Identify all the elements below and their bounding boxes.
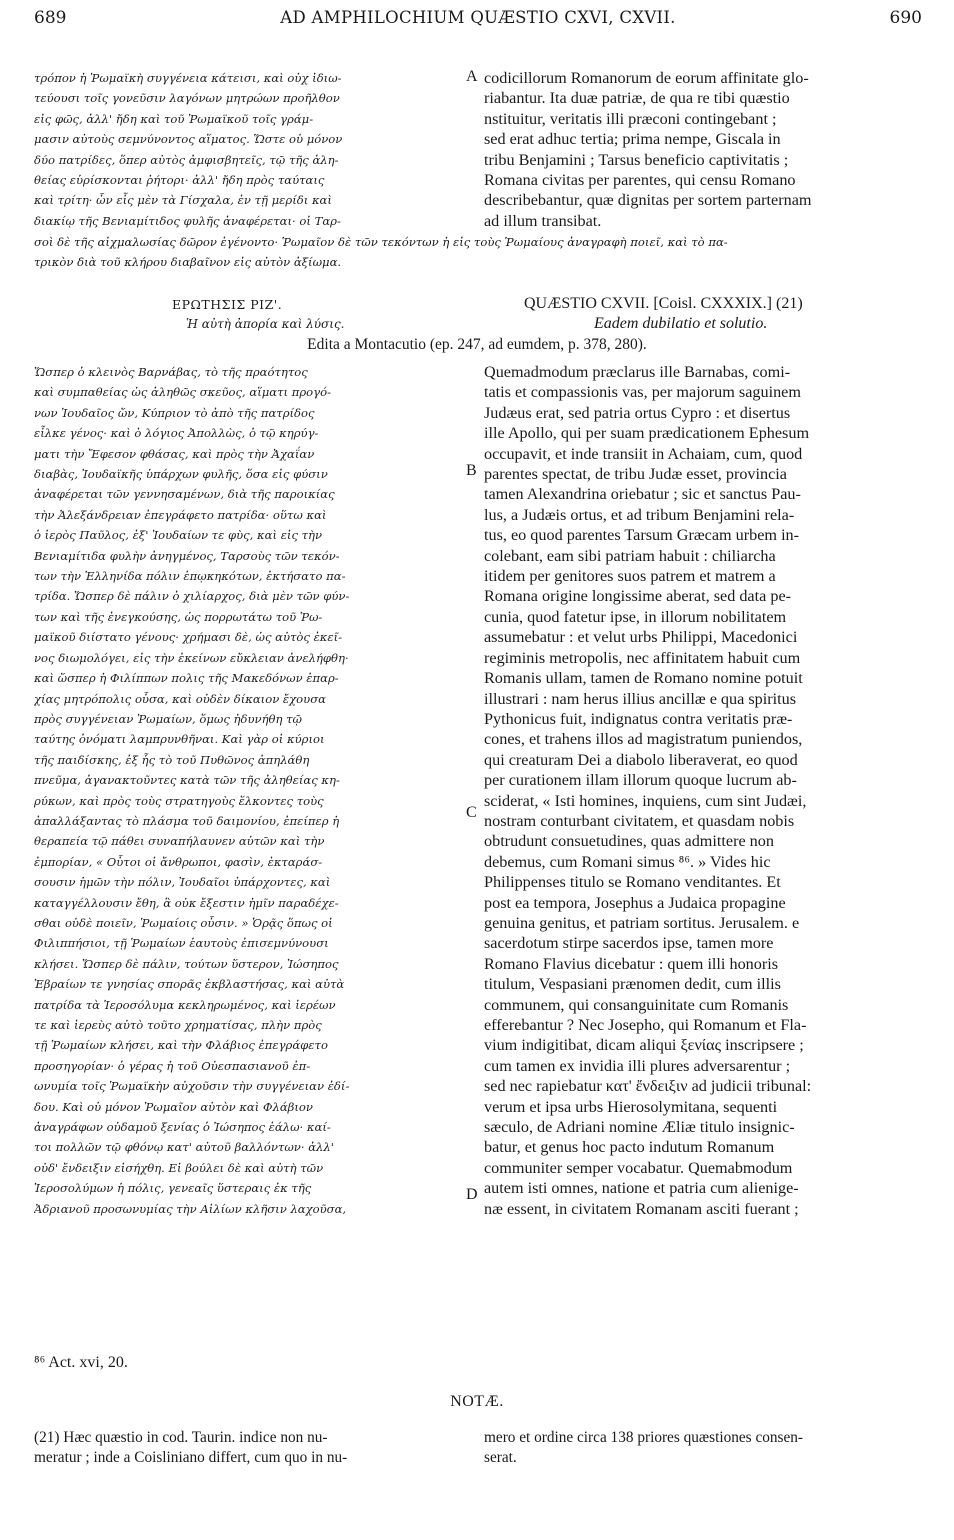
greek-line: Ἀδριανοῦ προσωνυμίας τὴν Αἰλίων κλῆσιν λαχοῦσα,	[34, 1201, 347, 1216]
greek-line: τὴν Ἀλεξάνδρειαν ἐπεγράφετο πατρίδα· οὕτω καὶ	[34, 507, 327, 522]
latin-line: sed erat adhuc tertia; prima nempe, Giscala in	[484, 130, 781, 149]
latin-line: debemus, cum Romani simus ⁸⁶. » Vides hic	[484, 852, 771, 871]
latin-line: communem, qui consanguinitate cum Romanis	[484, 995, 789, 1014]
greek-line: νος διωμολόγει, εἰς τὴν ἐκείνων εὔκλειαν ἀνελήφθη·	[34, 650, 349, 665]
greek-line: εἰς φῶς, ἀλλ' ἤδη καὶ τοῦ Ῥωμαϊκοῦ τοῖς γράμ-	[34, 111, 314, 126]
greek-line: ὁ ἱερὸς Παῦλος, ἐξ' Ἰουδαίων τε φὺς, καὶ εἰς τὴν	[34, 528, 323, 543]
greek-line: ἀναγράφων οὐδαμοῦ ξενίας ὁ Ἰώσηπος ἑάλω· καί-	[34, 1120, 331, 1135]
greek-line: μασιν αὐτοὺς σεμνύνοντος αἵματος. Ὥστε οὐ μόνον	[34, 132, 343, 147]
greek-line: ἐμπορίαν, « Οὗτοι οἱ ἄνθρωποι, φασὶν, ἐκταράσ-	[34, 854, 323, 869]
latin-line: nostram conturbant civitatem, et quasdam nobis	[484, 811, 795, 830]
latin-line: colebant, eam sibi patriam habuit : chiliarcha	[484, 546, 776, 565]
greek-line: δου. Καὶ οὐ μόνον Ῥωμαῖον αὐτὸν καὶ Φλάβιον	[34, 1099, 313, 1114]
latin-line: efferebantur ? Nec Josepho, qui Romanum et Fla-	[484, 1016, 807, 1034]
latin-line: tatis et compassionis vas, per majorum saguinem	[484, 383, 801, 402]
greek-line: νων Ἰουδαῖος ὤν, Κύπριον τὸ ἀπὸ τῆς πατρίδος	[34, 405, 315, 420]
latin-line: næ essent, in civitatem Romanam asciti fuerant ;	[484, 1199, 799, 1218]
greek-line: τρίδα. Ὥσπερ δὲ πάλιν ὁ χιλίαρχος, διὰ μὲν τῶν φύν-	[34, 589, 350, 604]
greek-line: σουσιν ἡμῶν τὴν πόλιν, Ἰουδαῖοι ὑπάρχοντες, καὶ	[34, 875, 331, 890]
latin-line: Judæus erat, sed patria ortus Cypro : et disertus	[484, 403, 791, 422]
greek-line: Ὥσπερ ὁ κλεινὸς Βαρνάβας, τὸ τῆς πραότητος	[34, 365, 308, 379]
greek-line: Φιλιππήσιοι, τῇ Ῥωμαίων ἑαυτοὺς ἐπισεμνύνουσι	[34, 936, 329, 951]
margin-marker-a: A	[466, 68, 478, 85]
q117-greek-column	[34, 362, 460, 1219]
latin-line: batur, et genus hoc pacto indutum Romanum	[484, 1138, 775, 1157]
edition-note: Edita a Montacutio (ep. 247, ad eumdem, p. 378, 280).	[307, 336, 647, 353]
q116-latin-column	[484, 68, 924, 231]
latin-line: post ea tempora, Josephus a Judaica propagine	[484, 893, 786, 912]
greek-full-line: σοὶ δὲ τῆς αἰχμαλωσίας δῶρον ἐγένοντο· Ῥωμαῖον δὲ τῶν τεκόντων ἡ εἰς τοὺς Ῥωμαίους ἀναγραφὴ ποιεῖ, καὶ τὸ πα-	[34, 235, 728, 249]
latin-line: tamen Alexandrina oriebatur ; sic et sanctus Pau-	[484, 485, 801, 504]
greek-line: εἶλκε γένος· καὶ ὁ λόγιος Ἀπολλὼς, ὁ τῷ κηρύγ-	[34, 426, 319, 441]
latin-line: riabantur. Ita duæ patriæ, de qua re tibi quæstio	[484, 89, 790, 108]
latin-line: nstituitur, veritatis illi præconi contingebant ;	[484, 109, 777, 128]
greek-line: διακίῳ τῆς Βενιαμίτιδος φυλῆς ἀναφέρεται· οἱ Ταρ-	[34, 213, 341, 228]
greek-line: πρὸς συγγένειαν Ῥωμαίων, ὅμως ἠδυνήθη τῷ	[34, 711, 303, 726]
latin-line: ille Apollo, qui per suam prædicationem Ephesum	[484, 424, 810, 443]
greek-line: πνεῦμα, ἀγανακτοῦντες κατὰ τῶν τῆς ἀληθείας κη-	[34, 773, 340, 788]
latin-line: assumebatur : et velut urbs Philippi, Macedonici	[484, 628, 798, 647]
latin-line: per curationem illam illorum quoque lucrum ab-	[484, 771, 797, 790]
greek-line: ἀπαλλάξαντας τὸ πλάσμα τοῦ δαιμονίου, ἐπείπερ ἡ	[34, 813, 340, 828]
greek-line: καὶ τρίτη· ὧν εἷς μὲν τὰ Γίσχαλα, ἐν τῇ μερίδι καὶ	[34, 193, 332, 208]
greek-line: θεραπεία τῷ πάθει συναπήλαυνεν αὐτῶν καὶ τὴν	[34, 834, 325, 849]
latin-question-subtitle: Eadem dubilatio et solutio.	[594, 315, 768, 332]
greek-line: τῆς παιδίσκης, ἐξ ἧς τὸ τοῦ Πυθῶνος ἀπηλάθη	[34, 752, 310, 767]
greek-line: καὶ ὥσπερ ἡ Φιλίππων πολις τῆς Μακεδόνων ἐπαρ-	[34, 671, 339, 686]
latin-line: cum tamen ex invidia illi plures adversarentur ;	[484, 1056, 791, 1075]
greek-line: ματι τὴν Ἔφεσον φθάσας, καὶ πρὸς τὴν Ἀχαΐαν	[34, 446, 315, 461]
latin-line: tribu Benjamini ; Tarsus beneficio captivitatis ;	[484, 150, 789, 169]
latin-line: obtrudunt consuetudines, quas admittere non	[484, 832, 774, 851]
latin-line: occupavit, et inde transiit in Achaiam, cum, quod	[484, 444, 803, 463]
greek-line: καὶ συμπαθείας ὡς ἀληθῶς σκεῦος, αἵματι προγό-	[34, 385, 331, 400]
notae-left-column	[34, 1428, 460, 1469]
greek-line: οὐδ' ἔνδειξιν εἰσήχθη. Εἰ βούλει δὲ καὶ αὐτὴ τῶν	[34, 1160, 324, 1175]
greek-line: Βενιαμίτιδα φυλὴν ἀνηγμένος, Ταρσοὺς τῶν τεκόν-	[34, 548, 340, 563]
greek-line: τε καὶ ἱερεὺς αὐτὸ τοῦτο χρηματίσας, πλὴν πρὸς	[34, 1018, 322, 1032]
latin-line: tus, eo quod parentes Tarsum Græcam urbem in-	[484, 526, 800, 545]
greek-full-line: τρικὸν διὰ τοῦ κλήρου διαβαῖνον εἰς αὐτὸν ἀξίωμα.	[34, 255, 342, 270]
greek-line: τεύουσι τοῖς γονεῦσιν λαγόνων μητρώων προῆλθον	[34, 91, 340, 106]
latin-line: cunia, quod fatetur ipse, in illorum nobilitatem	[484, 607, 787, 626]
margin-marker-b: B	[466, 462, 477, 479]
latin-question-title: QUÆSTIO CXVII. [Coisl. CXXXIX.] (21)	[524, 295, 803, 312]
latin-line: titulum, Vespasiani prænomen dedit, cum illis	[484, 975, 781, 994]
greek-line: κλήσει. Ὥσπερ δὲ πάλιν, τούτων ὕστερον, Ἰώσηπος	[34, 956, 339, 971]
greek-line: θείας εὑρίσκονται ῥήτορι· ἀλλ' ἤδη πρὸς ταύταις	[34, 173, 325, 188]
latin-line: parentes spectat, de tribu Judæ esset, provincia	[484, 465, 787, 484]
greek-line: των τὴν Ἑλληνίδα πόλιν ἐπῳκηκότων, ἐκτήσατο πα-	[34, 569, 346, 584]
latin-line: Philippenses titulo se Romano venditantes. Et	[484, 873, 781, 892]
greek-question-title: ΕΡΩΤΗΣΙΣ ΡΙΖ'.	[172, 297, 283, 312]
latin-line: communiter semper vocabatur. Quemabmodum	[484, 1158, 793, 1177]
note-line: mero et ordine circa 138 priores quæstiones consen-	[484, 1429, 804, 1446]
latin-line: sciderat, « Isti homines, inquiens, cum sint Judæi,	[484, 791, 807, 810]
greek-line: χίας μητρόπολις οὖσα, καὶ οὐδὲν δίκαιον ἔχουσα	[34, 691, 326, 706]
q116-greek-column	[34, 68, 460, 231]
q117-latin-column	[484, 362, 924, 1219]
note-line: (21) Hæc quæstio in cod. Taurin. indice non nu-	[34, 1429, 328, 1446]
notae-heading: NOTÆ.	[450, 1393, 504, 1410]
greek-line: καταγγέλλουσιν ἔθη, ἃ οὐκ ἔξεστιν ἡμῖν παραδέχε-	[34, 895, 339, 910]
latin-line: Romanis ullam, tamen de Romano nomine potuit	[484, 669, 803, 688]
latin-line: Romano Flavius dicebatur : quem illi honoris	[484, 954, 779, 973]
greek-line: ταύτης ὀνόματι λαμπρυνθῆναι. Καὶ γὰρ οἱ κύριοι	[34, 732, 325, 747]
greek-line: δύο πατρίδες, ὅπερ αὐτὸς ἀμφισβητεῖς, τῷ τῆς ἀλη-	[34, 152, 339, 167]
latin-line: ad illum transibat.	[484, 211, 602, 230]
greek-line: τοι πολλῶν τῷ φθόνῳ κατ' αὐτοῦ βαλλόντων· ἀλλ'	[34, 1140, 334, 1155]
greek-line: πατρίδα τὰ Ἱεροσόλυμα κεκληρωμένος, καὶ ἱερέων	[34, 997, 336, 1012]
latin-line: sacerdotum stirpe sacerdos ipse, tamen more	[484, 934, 774, 953]
latin-line: Romana civitas per parentes, qui censu Romano	[484, 171, 796, 190]
greek-line: των καὶ τῆς ἐνεγκούσης, ὡς πορρωτάτω τοῦ Ῥω-	[34, 609, 323, 624]
note-line: meratur ; inde a Coisliniano differt, cum quo in nu-	[34, 1449, 348, 1467]
note-line: serat.	[484, 1449, 517, 1467]
greek-line: διαβὰς, Ἰουδαϊκῆς ὑπάρχων φυλῆς, ὅσα εἰς φύσιν	[34, 467, 328, 482]
latin-line: verum et ipsa urbs Hierosolymitana, sequenti	[484, 1097, 778, 1116]
greek-line: Ἱεροσολύμων ἡ πόλις, γενεαῖς ὕστεραις ἐκ τῆς	[34, 1181, 312, 1196]
latin-line: itidem per genitores suos patrem et matrem a	[484, 567, 776, 586]
greek-line: μαϊκοῦ διίστατο γένους· χρήμασι δὲ, ὡς αὐτὸς ἐκεῖ-	[34, 630, 343, 645]
page-number-right: 690	[889, 8, 922, 28]
latin-line: genuina genitus, et patriam sortitus. Jerusalem. e	[484, 913, 800, 932]
greek-line: ωνυμία τοῖς Ῥωμαϊκὴν αὐχοῦσιν τὴν συγγένειαν ἐδί-	[34, 1079, 350, 1094]
latin-line: Pythonicus fuit, indignatus contra veritatis præ-	[484, 709, 793, 728]
margin-marker-d: D	[466, 1186, 478, 1203]
latin-line: qui creaturam Dei a diabolo liberaverat, eo quod	[484, 750, 798, 769]
running-title: AD AMPHILOCHIUM QUÆSTIO CXVI, CXVII.	[280, 8, 676, 27]
latin-line: vium indigitibat, dicam aliqui ξενίας inscripsere ;	[484, 1036, 804, 1055]
greek-line: προσηγορίαν· ὁ γέρας ἡ τοῦ Οὐεσπασιανοῦ ἐπ-	[34, 1058, 311, 1073]
footnote: ⁸⁶ Act. xvi, 20.	[34, 1354, 128, 1371]
latin-line: Quemadmodum præclarus ille Barnabas, comi-	[484, 363, 791, 381]
margin-marker-c: C	[466, 804, 477, 821]
latin-line: codicillorum Romanorum de eorum affinitate glo-	[484, 69, 809, 87]
latin-line: illustrari : nam herus illius ancillæ e qua spiritus	[484, 689, 797, 708]
running-header	[34, 8, 922, 34]
greek-line: ἀναφέρεται τῶν γεννησαμένων, διὰ τῆς παροικίας	[34, 487, 335, 502]
greek-line: τῇ Ῥωμαίων κλήσει, καὶ τὴν Φλάβιος ἐπεγράφετο	[34, 1038, 328, 1053]
page-number-left: 689	[34, 8, 67, 28]
latin-line: describebantur, quæ dignitas per sortem parternam	[484, 191, 812, 210]
latin-line: sæculo, de Adriani nomine Æliæ titulo insignic-	[484, 1118, 795, 1137]
greek-line: Ἑβραίων τε γνησίας σπορᾶς ἐκβλαστήσας, καὶ αὐτὰ	[34, 977, 345, 992]
greek-line: τρόπον ἡ Ῥωμαϊκὴ συγγένεια κάτεισι, καὶ οὐχ ἰδιω-	[34, 71, 342, 85]
latin-line: regiminis metropolis, nec affinitatem habuit cum	[484, 648, 801, 667]
q116-full-width-lines	[34, 232, 924, 273]
greek-line: ρύκων, καὶ πρὸς τοὺς στρατηγοὺς ἕλκοντες τοὺς	[34, 793, 324, 808]
notae-right-column	[484, 1428, 924, 1469]
greek-question-subtitle: Ἡ αὐτὴ ἀπορία καὶ λύσις.	[186, 317, 345, 331]
greek-line: σθαι οὐδὲ ποιεῖν, Ῥωμαίοις οὖσιν. » Ὁρᾷς ὅπως οἱ	[34, 915, 333, 930]
latin-line: sed nec rapiebatur κατ' ἔνδειξιν ad judicii tribunal:	[484, 1077, 812, 1096]
latin-line: Romana origine longissime aberat, sed data pe-	[484, 587, 792, 606]
latin-line: lus, a Judæis ortus, et ad tribum Benjamini rela-	[484, 505, 795, 524]
latin-line: cones, et trahens illos ad magistratum puniendos,	[484, 730, 803, 749]
latin-line: autem isti omnes, natione et patria cum alienige-	[484, 1179, 799, 1198]
